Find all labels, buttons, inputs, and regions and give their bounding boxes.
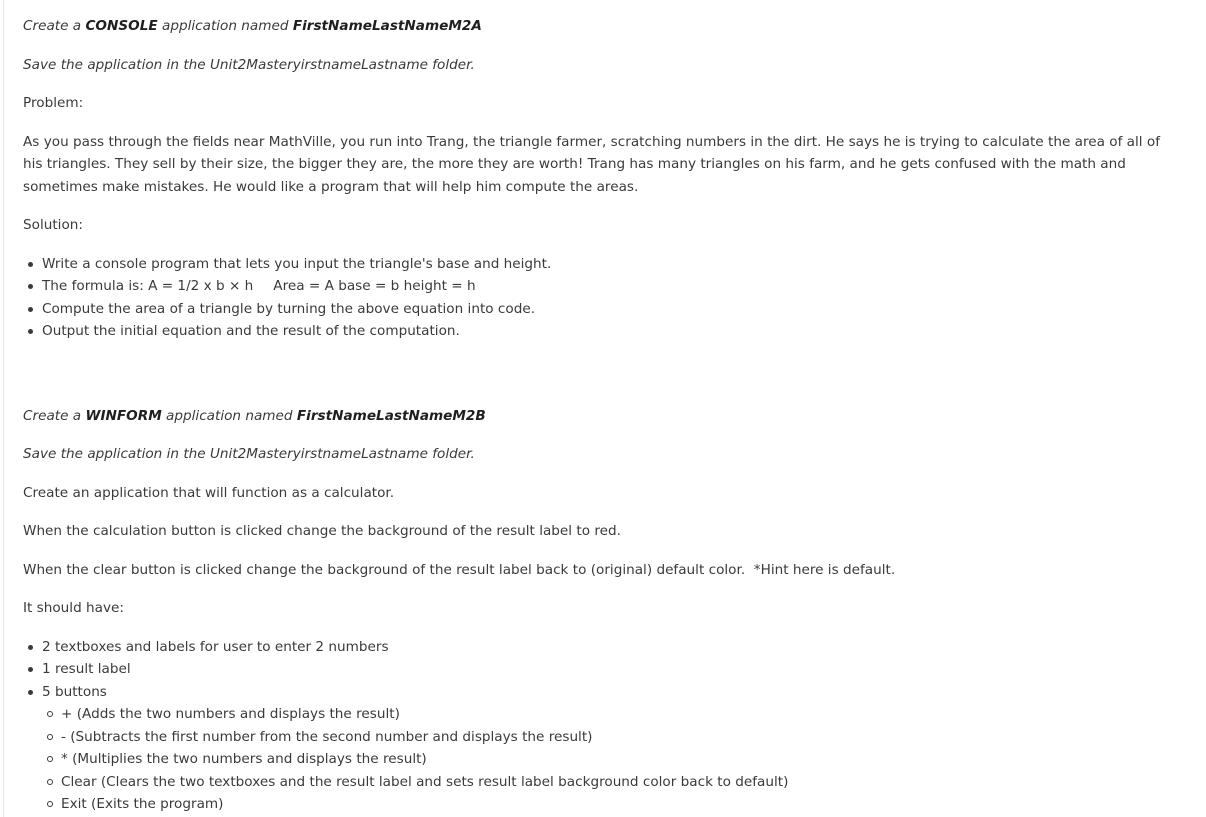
sublist-item: Exit (Exits the program) [61, 793, 1183, 816]
part-b-save-note: Save the application in the Unit2MasteryirstnameLastname folder. [23, 446, 475, 462]
sublist-item: - (Subtracts the first number from the second number and displays the result) [61, 726, 1183, 749]
list-item: Write a console program that lets you input the triangle's base and height. [42, 253, 1183, 276]
sublist-item: + (Adds the two numbers and displays the result) [61, 703, 1183, 726]
part-a-save-note: Save the application in the Unit2MasteryirstnameLastname folder. [23, 56, 475, 73]
part-b-heading: Create a WINFORM application named FirstNameLastNameM2B [23, 407, 486, 424]
buttons-sublist [42, 703, 1183, 816]
list-item: 5 buttons + (Adds the two numbers and displays the result) - (Subtracts the first number from the second number and displays the result) * (Multiplies the two numbers and displays the result) Clear (Clears the two textboxes and the result label and sets result label background color back to default) Exit (Exits the program) [42, 681, 1183, 816]
requirements-list [23, 636, 1183, 816]
list-item: Compute the area of a triangle by turning the above equation into code. [42, 298, 1183, 321]
solution-list [23, 253, 1183, 343]
clear-button-note: When the clear button is clicked change the background of the result label back to (original) default color. *Hint here is default. [23, 561, 896, 578]
calc-button-note: When the calculation button is clicked change the background of the result label to red. [23, 523, 621, 539]
list-item: The formula is: A = 1/2 x b × h Area = A base = b height = h [42, 275, 1183, 298]
formula-variables: Area = A base = b height = h [273, 278, 476, 294]
part-b-intro: Create an application that will function as a calculator. [23, 484, 395, 501]
left-border-rule [3, 0, 4, 817]
sublist-item: Clear (Clears the two textboxes and the result label and sets result label background color back to default) [61, 771, 1183, 794]
problem-label: Problem: [23, 95, 84, 111]
solution-label: Solution: [23, 217, 83, 233]
hint-text: *Hint here is default. [753, 561, 896, 578]
sublist-item: * (Multiplies the two numbers and displays the result) [61, 748, 1183, 771]
list-item: 1 result label [42, 658, 1183, 681]
problem-text: As you pass through the fields near MathVille, you run into Trang, the triangle farmer, scratching numbers in the dirt. He says he is trying to calculate the area of all of his triangles. They sell by their size, the bigger they are, the more they are worth! Trang has many triangles on his farm, and he gets confused with the math and sometimes make mistakes. He would like a program that will help him compute the areas. [23, 133, 1160, 195]
should-have-label: It should have: [23, 600, 124, 616]
part-a-heading: Create a CONSOLE application named FirstNameLastNameM2A [23, 18, 482, 34]
list-item: 2 textboxes and labels for user to enter 2 numbers [42, 636, 1183, 659]
list-item: Output the initial equation and the result of the computation. [42, 320, 1183, 343]
assignment-content [23, 15, 1183, 816]
